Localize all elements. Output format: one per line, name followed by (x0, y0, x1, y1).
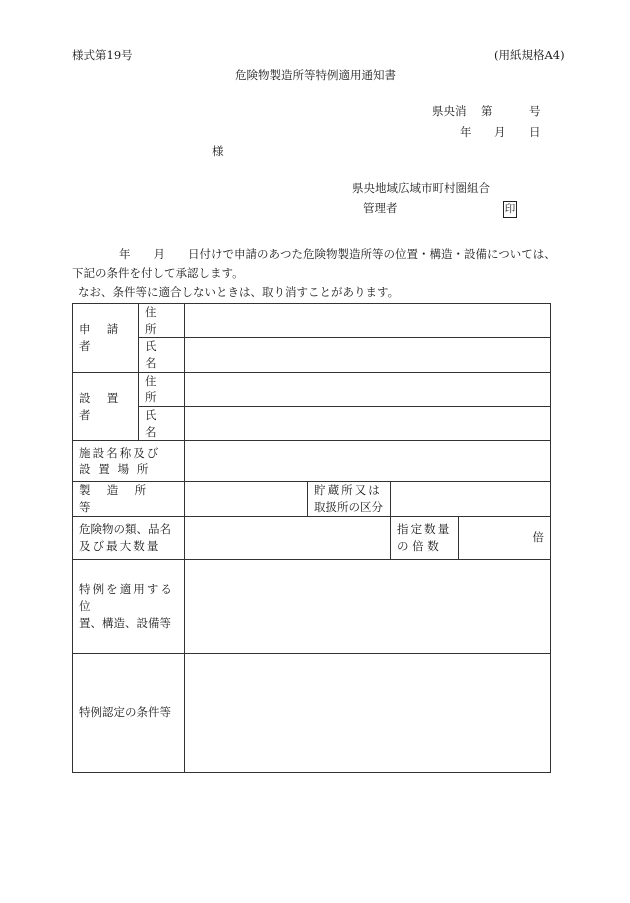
office-prefix: 県央消 (432, 104, 467, 118)
addressee-honorific: 様 (212, 144, 224, 158)
body-date-month: 月 (153, 247, 165, 261)
applicant-label-cell (73, 304, 139, 373)
day-label: 日 (529, 125, 541, 139)
hazmat-label-cell (73, 516, 185, 559)
facility-field[interactable] (185, 441, 551, 482)
installer-label: 設 置 者 (79, 390, 125, 422)
issuer-organization: 県央地域広域市町村圏組合 (352, 181, 490, 195)
applicant-address-label-cell (139, 304, 185, 338)
storage-label-cell (308, 482, 391, 516)
number-label: 第 (481, 104, 493, 118)
storage-label-line2: 取扱所の区分 (314, 500, 383, 515)
conditions-label-cell (73, 653, 185, 772)
manufacturing-label: 製 造 所 等 (79, 483, 153, 515)
special-label-line1: 特例を適用する位 (79, 582, 174, 613)
applicant-address-field[interactable] (185, 304, 551, 338)
installer-label-cell (73, 372, 139, 441)
quantity-label-line2: の 倍 数 (397, 538, 439, 553)
special-label-line2: 置、構造、設備等 (79, 615, 171, 630)
installer-address-field[interactable] (185, 372, 551, 406)
manufacturing-label-cell (73, 482, 185, 516)
facility-name-label: 施設名称及び (79, 445, 161, 460)
applicant-name-field[interactable] (185, 338, 551, 372)
facility-location-label: 設 置 場 所 (79, 462, 151, 477)
number-suffix: 号 (529, 104, 541, 118)
form-number: 様式第19号 (72, 48, 133, 62)
installer-name-field[interactable] (185, 407, 551, 441)
body-line3: なお、条件等に適合しないときは、取り消すことがあります。 (78, 285, 400, 299)
seal-mark: 印 (503, 201, 517, 218)
year-label: 年 (460, 125, 472, 139)
storage-field[interactable] (391, 482, 551, 516)
quantity-label-cell (391, 516, 459, 559)
storage-label-line1: 貯蔵所又は (314, 483, 382, 498)
body-line1 (72, 249, 556, 261)
applicant-label: 申 請 者 (79, 322, 125, 353)
body-line1-text: 日付けで申請のあつた危険物製造所等の位置・構造・設備については、 (188, 247, 556, 261)
applicant-name-label: 氏 名 (145, 339, 163, 371)
multiple-field[interactable] (459, 516, 551, 559)
installer-address-label-cell (139, 372, 185, 406)
installer-name-label: 氏 名 (145, 408, 163, 439)
installer-address-label: 住 所 (145, 373, 163, 405)
quantity-label-line1: 指定数量 (397, 522, 452, 537)
special-field[interactable] (185, 559, 551, 653)
special-label-cell (73, 559, 185, 653)
conditions-label: 特例認定の条件等 (79, 705, 171, 720)
paper-size: (用紙規格A4) (494, 48, 565, 62)
facility-label-cell (73, 441, 185, 482)
multiple-unit: 倍 (532, 530, 544, 545)
form-table (72, 303, 551, 773)
document-title: 危険物製造所等特例適用通知書 (235, 68, 396, 82)
applicant-name-label-cell (139, 338, 185, 372)
applicant-address-label: 住 所 (145, 305, 163, 336)
month-label: 月 (494, 125, 506, 139)
hazmat-label-line2: 及び最大数量 (79, 538, 161, 553)
conditions-field[interactable] (185, 653, 551, 772)
hazmat-field[interactable] (185, 516, 391, 559)
issuer-role: 管理者 (363, 201, 398, 215)
body-line2: 下記の条件を付して承認します。 (72, 266, 244, 280)
manufacturing-field[interactable] (185, 482, 308, 516)
body-date-year: 年 (119, 247, 131, 261)
installer-name-label-cell (139, 407, 185, 441)
hazmat-label-line1: 危険物の類、品名 (79, 522, 171, 537)
